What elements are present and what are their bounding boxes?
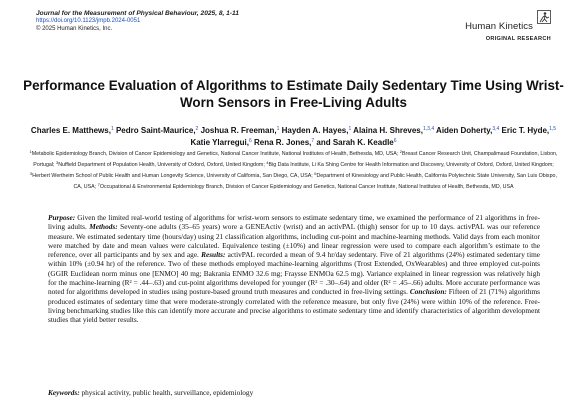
author[interactable]: Pedro Saint-Maurice,$^2$ — [115, 126, 199, 135]
abstract-purpose: Given the limited real-world testing of algorithms for wrist-worn sensors to estimate sedentary time, we examined the performance of 21 algorithms in free-living adults. — [48, 213, 540, 232]
abstract-purpose-label: Purpose: — [48, 213, 76, 222]
author[interactable]: Rena R. Jones,$^7$ — [254, 138, 315, 147]
keywords-text: physical activity, public health, surveillance, epidemiology — [79, 388, 254, 397]
doi-link[interactable]: https://doi.org/10.1123/jmpb.2024-0051 — [36, 18, 141, 24]
abstract-methods-label: Methods: — [89, 222, 118, 232]
publisher-name: Human Kinetics — [465, 21, 533, 32]
copyright-notice: © 2025 Human Kinetics, Inc. — [36, 25, 113, 32]
abstract-results: activPAL recorded a mean of 9.4 hr/day sedentary. Five of 21 algorithms (24%) estimated sedentary time within 10% (±0.94 hr) of the reference. Two of these methods employed machine-learning algorithms (Trost Extended, OxWearables) and three employed cut-points (GGIR Euclidean norm minus one [ENMO] 40 mg; Bakrania ENMO 32.6 mg; Fraysse ENMOa 62.5 mg). Variance explained in linear regression was relatively high for the machine-learning (R² = .44–.63) and cut-point algorithms developed for younger (R² = .30–.64) and older (R² = .45–.66) adults. More accurate performance was noted for algorithms developed in studies using posture-based ground truth measures and conducted in free-living settings. — [48, 250, 541, 297]
human-kinetics-logo-icon — [537, 10, 551, 24]
page-header — [36, 10, 551, 46]
author[interactable]: Alaina H. Shreves,$^{1,3,4}$ — [353, 126, 435, 135]
author[interactable]: Charles E. Matthews,$^1$ — [30, 126, 114, 135]
article-section-label: ORIGINAL RESEARCH — [485, 36, 551, 42]
author[interactable]: Katie Ylarregui,$^6$ — [190, 138, 252, 147]
journal-title: Journal for the Measurement of Physical Behaviour, 2025, 8, 1-11 — [36, 10, 239, 17]
author-list — [30, 124, 557, 148]
abstract-methods: Seventy-one adults (35–65 years) wore a GENEActiv (wrist) and an activPAL (thigh) sensor for up to 10 days. activPAL was our reference measure. We estimated sedentary time (hours/day) using 21 classification algorithms, including cut-point and machine-learning methods. Valid days from each monitor were matched by date and mean values were calculated. Equivalence testing (±10%) and linear regression were used to compare each algorithm’s estimate to the reference, over all participants and by sex and age. — [48, 222, 541, 260]
author[interactable]: Eric T. Hyde,$^{1,5}$ — [501, 126, 557, 135]
article-title: Performance Evaluation of Algorithms to Estimate Daily Sedentary Time Using Wrist-Worn Sensors in Free-Living Adults — [23, 78, 564, 110]
author[interactable]: Aiden Doherty,$^{3,4}$ — [436, 126, 500, 135]
author[interactable]: Joshua R. Freeman,$^1$ — [200, 126, 280, 135]
abstract — [48, 213, 540, 325]
abstract-conclusion: Fifteen of 21 (71%) algorithms produced estimates of sedentary time that were moderate-strongly correlated with the reference measure, but only five (24%) were within 10% of the reference. Free-living benchmarking studies like this can identify more accurate and precise algorithms to estimate sedentary time and identify characteristics of algorithm development studies that yield better results. — [48, 287, 540, 325]
keywords — [48, 388, 540, 397]
affiliations: $^1$Metabolic Epidemiology Branch, Division of Cancer Epidemiology and Genetics, National Cancer Institute, National Institutes of Health, Bethesda, MD, USA; $^2$Breast Cancer Research Unit, Champalimaud Foundation, Lisbon, Portugal; $^3$Nuffield Department of Population Health, University of Oxford, Oxford, United Kingdom; $^4$Big Data Institute, Li Ka Shing Centre for Health Information and Discovery, University of Oxford, Oxford, United Kingdom; $^5$Herbert Wertheim School of Public Health and Human Longevity Science, University of California, San Diego, CA, USA; $^6$Department of Kinesiology and Public Health, California Polytechnic State University, San Luis Obispo, CA, USA; $^7$Occupational & Environmental Epidemiology Branch, Division of Cancer Epidemiology and Genetics, National Cancer Institute, National Institutes of Health, Bethesda, MD, USA — [29, 149, 558, 190]
author[interactable]: and Sarah K. Keadle$^6$ — [316, 138, 397, 147]
abstract-conclusion-label: Conclusion: — [409, 287, 447, 297]
abstract-results-label: Results: — [201, 250, 226, 260]
author[interactable]: Hayden A. Hayes,$^1$ — [281, 126, 352, 135]
keywords-label: Keywords: — [48, 388, 80, 397]
